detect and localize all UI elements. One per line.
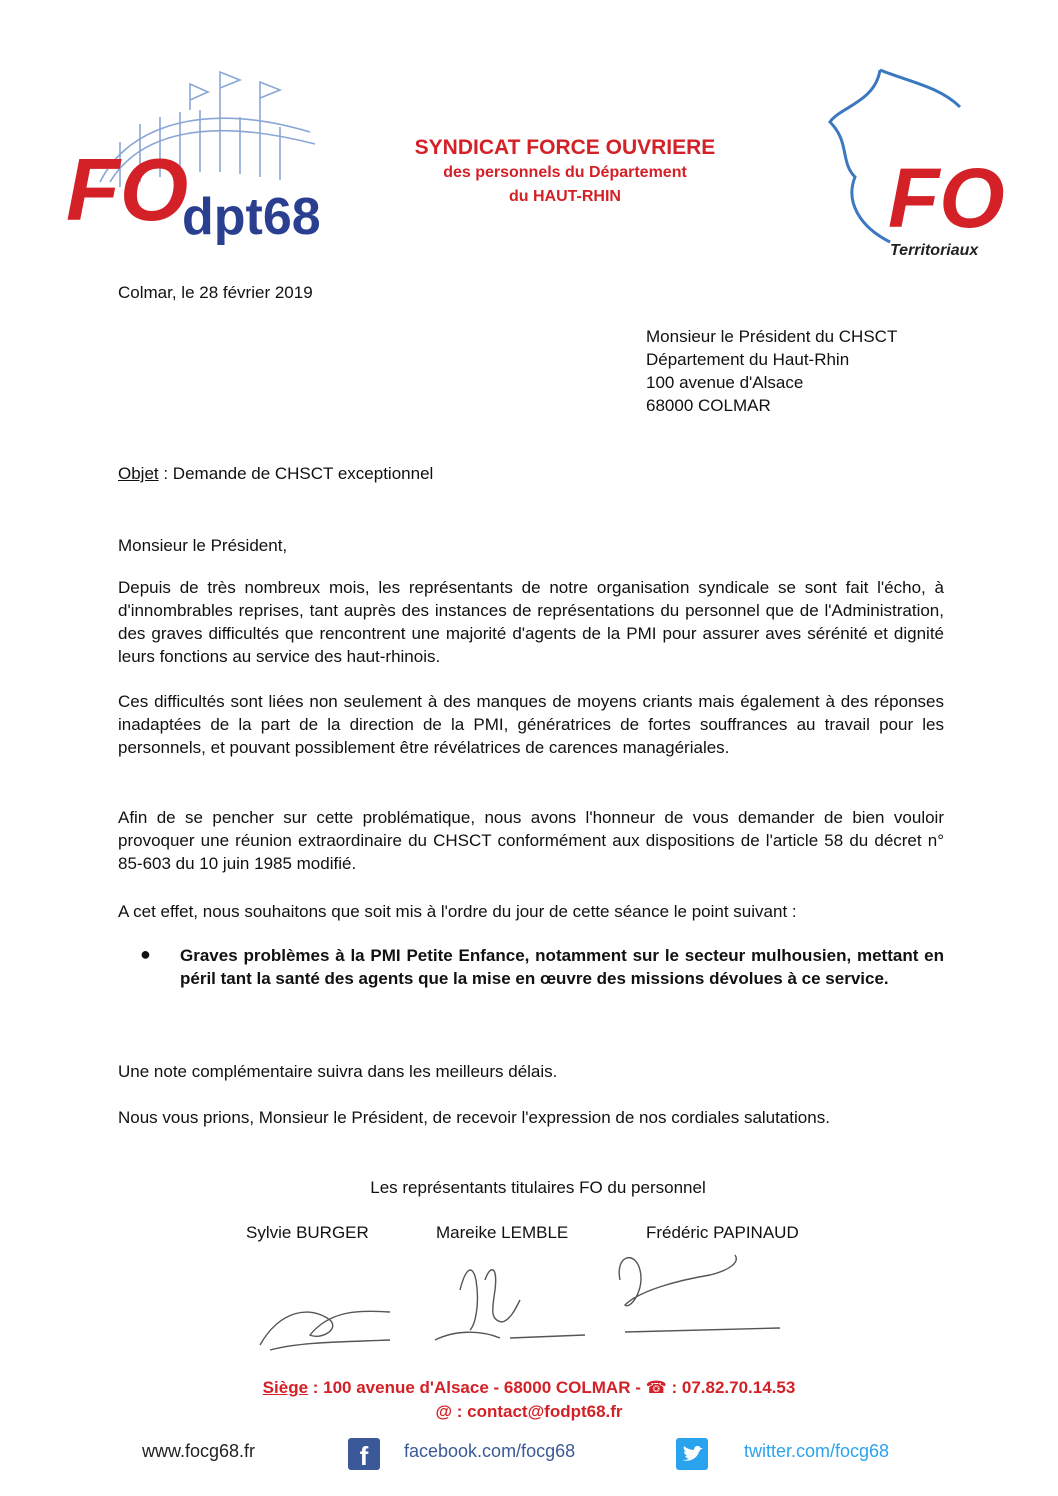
signatories-title: Les représentants titulaires FO du personnel [370,1178,706,1197]
union-subtitle-2: du HAUT-RHIN [509,188,621,205]
fo-territoriaux-logo [820,62,1010,262]
website-link[interactable]: www.focg68.fr [142,1441,256,1461]
recipient-line: Monsieur le Président du CHSCT [646,327,898,346]
paragraph-2: Ces difficultés sont liées non seulement à des manques de moyens criants mais également à des réponses inadaptées de la part de la direction de la PMI, génératrices de fortes souffrances au travail pour les personnels, et pouvant possiblement être révélatrices de carences managériales. [118,692,944,757]
subject-label: Objet [118,464,159,483]
union-subtitle-1: des personnels du Département [443,164,687,181]
recipient-address [646,325,897,417]
seat-text: : 100 avenue d'Alsace - 68000 COLMAR - ☎ : 07.82.70.14.53 [308,1378,796,1397]
recipient-line: Département du Haut-Rhin [646,350,850,369]
paragraph-4: A cet effet, nous souhaitons que soit mis à l'ordre du jour de cette séance le point suivant : [118,902,797,921]
twitter-link[interactable]: twitter.com/focg68 [744,1441,890,1461]
twitter-icon[interactable] [676,1438,708,1470]
footer-email[interactable]: @ : contact@fodpt68.fr [435,1402,623,1421]
seat-label: Siège [262,1378,309,1397]
svg-text:dpt68: dpt68 [182,188,321,246]
signatory-name: Frédéric PAPINAUD [646,1223,799,1242]
fodpt68-logo [60,62,340,252]
facebook-icon[interactable]: f [348,1438,380,1470]
bullet-icon: ● [140,944,151,964]
footer-address [0,1378,1058,1398]
agenda-item: Graves problèmes à la PMI Petite Enfance, notamment sur le secteur mulhousien, mettant en péril tant la santé des agents que la mise en œuvre des missions dévolues à ce service. [180,946,944,988]
recipient-line: 68000 COLMAR [646,396,771,415]
letter-subject [118,462,433,485]
recipient-line: 100 avenue d'Alsace [646,373,804,392]
svg-text:FO: FO [888,151,1005,245]
svg-text:FO: FO [66,140,189,239]
letter-greeting: Monsieur le Président, [118,536,288,555]
paragraph-6: Nous vous prions, Monsieur le Président, de recevoir l'expression de nos cordiales salutations. [118,1108,830,1127]
union-title: SYNDICAT FORCE OUVRIERE [414,136,716,159]
subject-text: : Demande de CHSCT exceptionnel [158,464,434,483]
letter-date: Colmar, le 28 février 2019 [118,283,313,302]
paragraph-5: Une note complémentaire suivra dans les meilleurs délais. [118,1062,558,1081]
signatory-name: Mareike LEMBLE [436,1223,569,1242]
facebook-link[interactable]: facebook.com/focg68 [404,1441,576,1461]
handwritten-signatures [240,1250,800,1360]
svg-text:Territoriaux: Territoriaux [890,242,979,259]
signatory-name: Sylvie BURGER [246,1223,369,1242]
paragraph-3: Afin de se pencher sur cette problématique, nous avons l'honneur de vous demander de bien vouloir provoquer une réunion extraordinaire du CHSCT conformément aux dispositions de l'article 58 du décret n° 85-603 du 10 juin 1985 modifié. [118,808,944,873]
paragraph-1: Depuis de très nombreux mois, les représentants de notre organisation syndicale se sont fait l'écho, à d'innombrables reprises, tant auprès des instances de représentations du personnel que de l'Administration, des graves difficultés que rencontrent une majorité d'agents de la PMI pour assurer aves sérénité et dignité leurs fonctions au service des haut-rhinois. [118,578,944,666]
